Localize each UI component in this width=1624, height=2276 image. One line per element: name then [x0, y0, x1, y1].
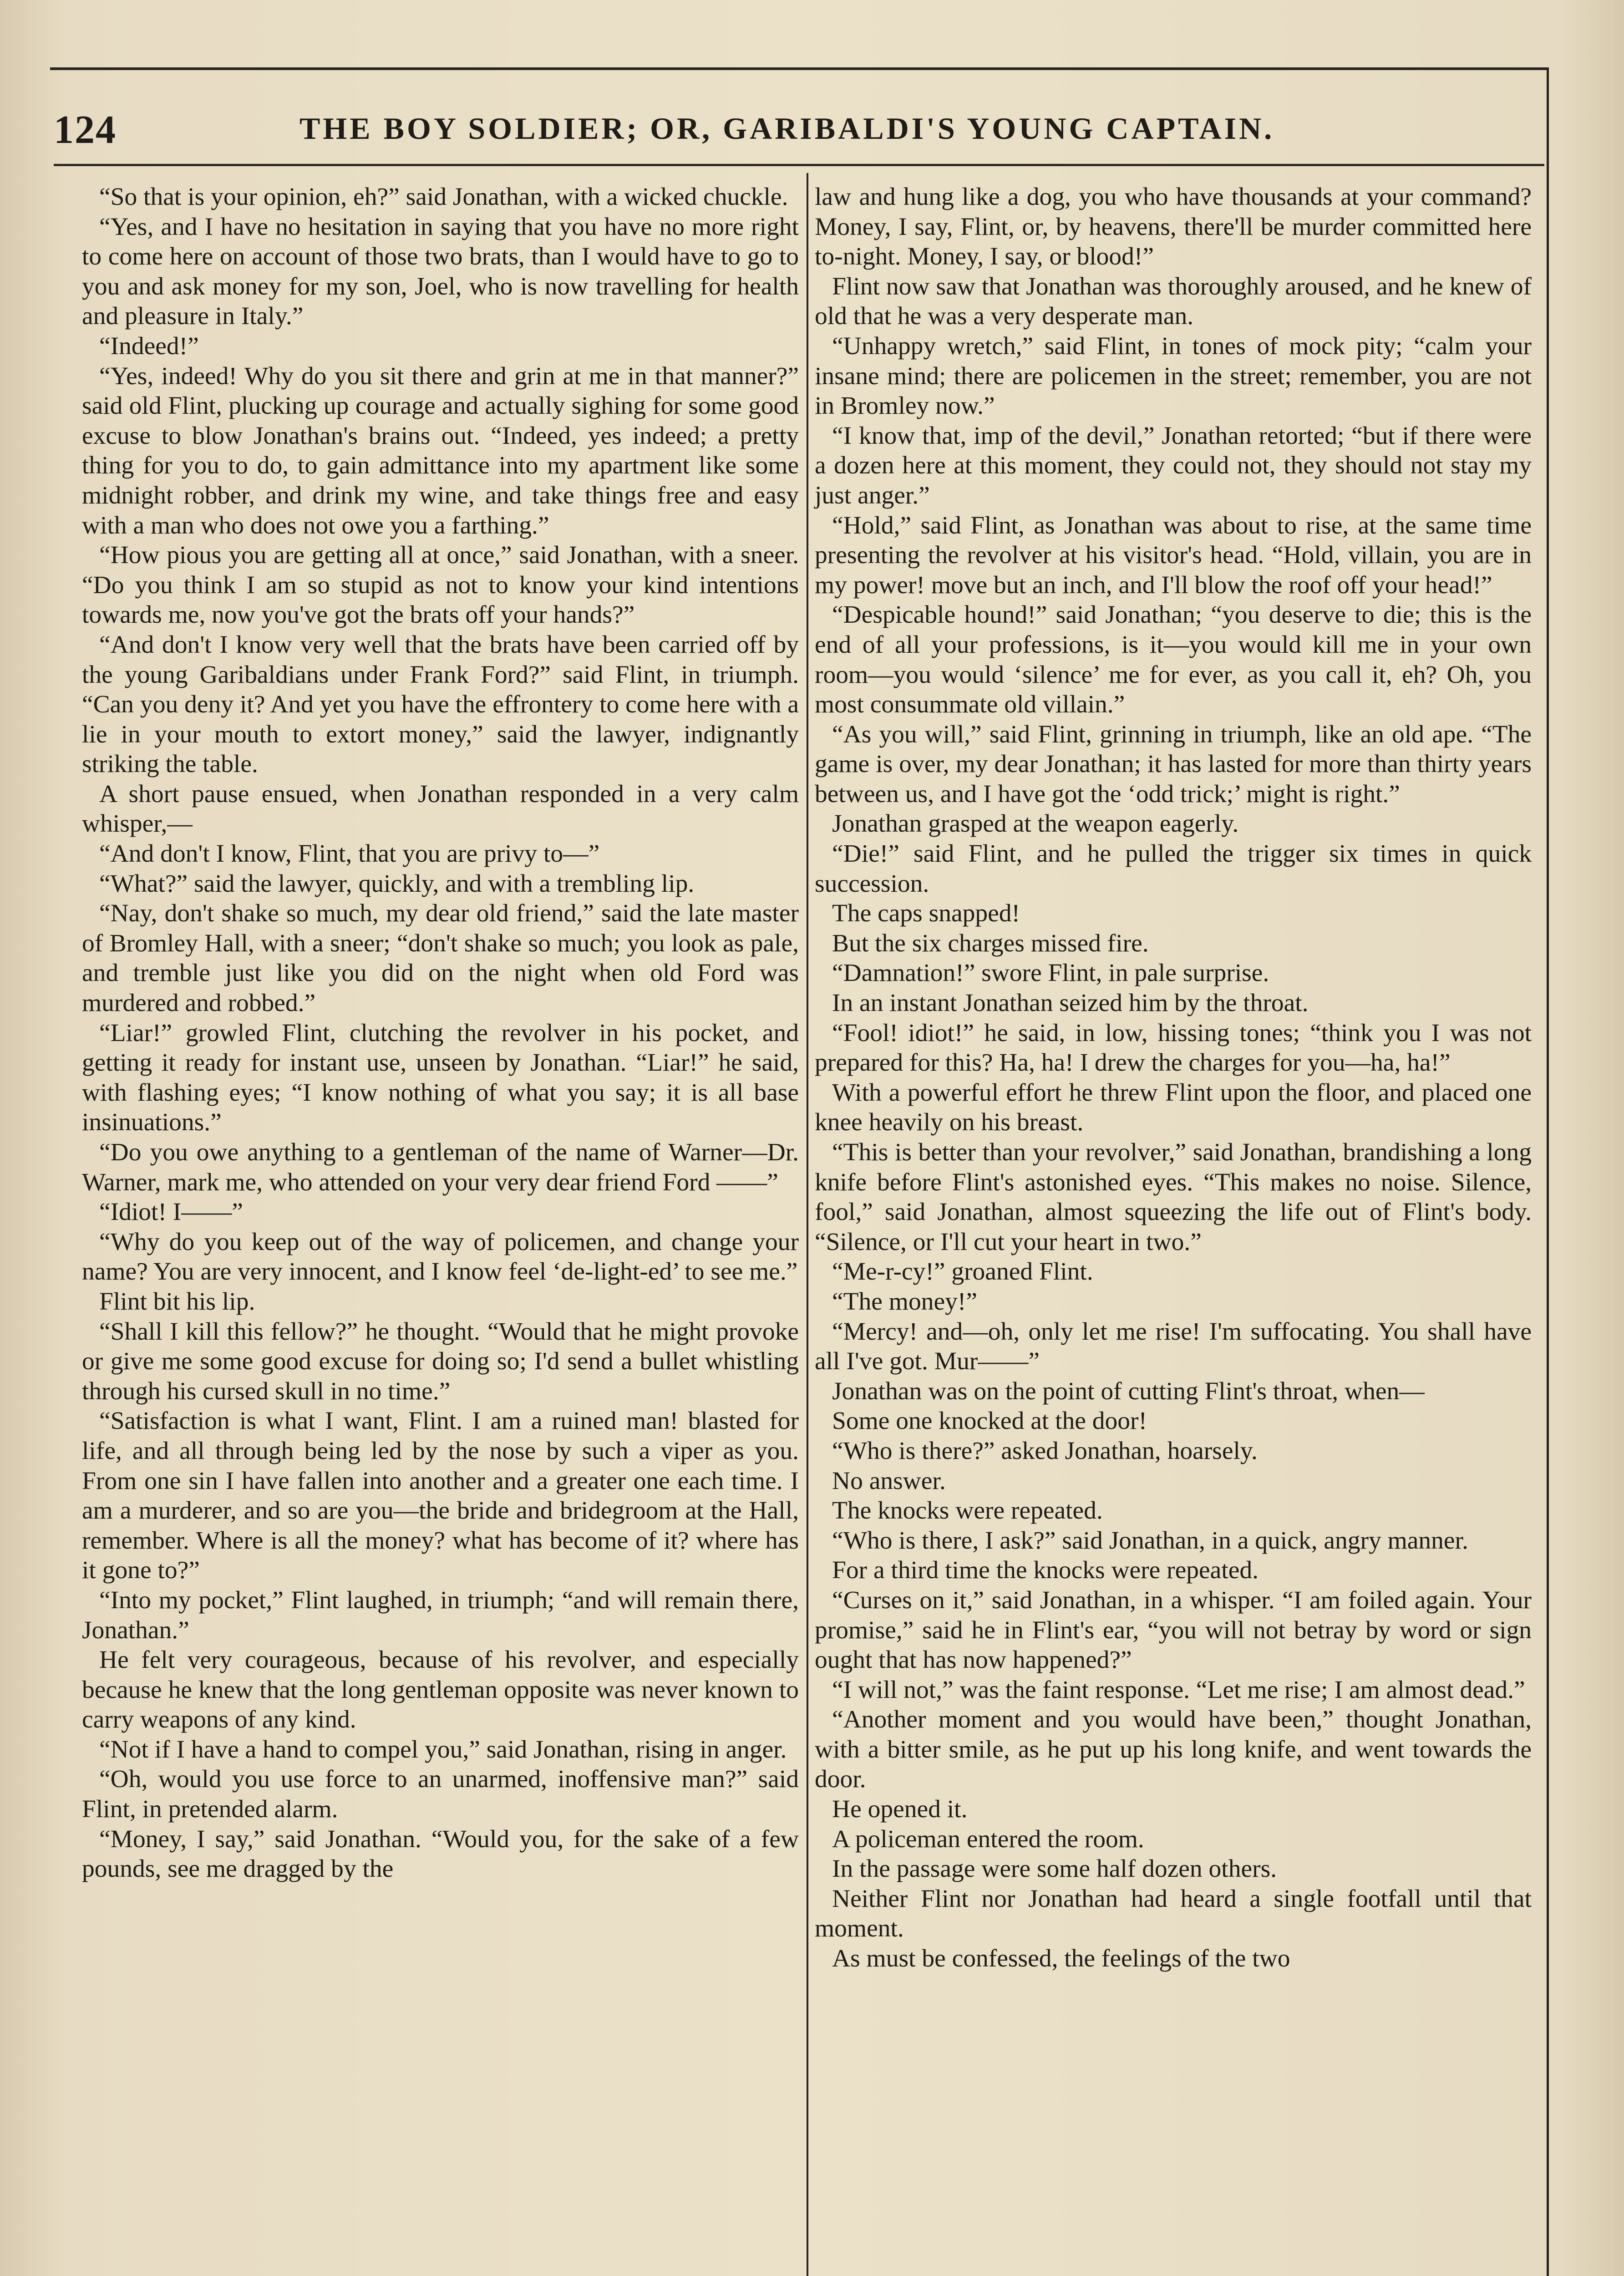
paragraph: “Oh, would you use force to an unarmed, inoffensive man?” said Flint, in pretended alarm.: [82, 1765, 799, 1824]
paragraph: A policeman entered the room.: [832, 1825, 1144, 1853]
paragraph: “The money!”: [832, 1287, 977, 1316]
paragraph: “Mercy! and—oh, only let me rise! I'm suffocating. You shall have all I've got. Mur——”: [815, 1317, 1532, 1376]
paragraph: “Damnation!” swore Flint, in pale surprise.: [832, 959, 1269, 987]
paragraph: In an instant Jonathan seized him by the throat.: [832, 989, 1309, 1017]
paragraph: “Money, I say,” said Jonathan. “Would you, for the sake of a few pounds, see me dragged by the: [82, 1825, 799, 1883]
paragraph: “Satisfaction is what I want, Flint. I am a ruined man! blasted for life, and all through being led by the nose by such a viper as you. From one sin I have fallen into another and a greater one each time. I am a murderer, and so are you—the bride and bridegroom at the Hall, remember. Where is all the money? what has become of it? where has it gone to?”: [82, 1407, 799, 1585]
running-title: THE BOY SOLDIER; OR, GARIBALDI'S YOUNG CAPTAIN.: [299, 111, 1275, 146]
column-divider: [807, 173, 808, 2276]
paragraph: “Unhappy wretch,” said Flint, in tones of mock pity; “calm your insane mind; there are policemen in the street; remember, you are not in Bromley now.”: [815, 332, 1532, 420]
right-border-rule: [1547, 67, 1549, 2276]
paragraph: He felt very courageous, because of his revolver, and especially because he knew that the long gentleman opposite was never known to carry weapons of any kind.: [82, 1646, 799, 1734]
paragraph: Neither Flint nor Jonathan had heard a single footfall until that moment.: [815, 1885, 1532, 1943]
paragraph: “Shall I kill this fellow?” he thought. “Would that he might provoke or give me some good excuse for doing so; I'd send a bullet whistling through his cursed skull in no time.”: [82, 1317, 799, 1405]
paragraph: “Die!” said Flint, and he pulled the trigger six times in quick succession.: [815, 840, 1532, 898]
paragraph: “Another moment and you would have been,” thought Jonathan, with a bitter smile, as he put up his long knife, and went towards the door.: [815, 1706, 1532, 1793]
paragraph: “Fool! idiot!” he said, in low, hissing tones; “think you I was not prepared for this? Ha, ha! I drew the charges for you—ha, ha!”: [815, 1019, 1532, 1077]
paragraph: “How pious you are getting all at once,” said Jonathan, with a sneer. “Do you think I am so stupid as not to know your kind intentions towards me, now you've got the brats off your hands?”: [82, 541, 799, 629]
right-column: [815, 182, 1532, 1974]
paragraph: “Yes, indeed! Why do you sit there and grin at me in that manner?” said old Flint, plucking up courage and actually sighing for some good excuse to blow Jonathan's brains out. “Indeed, yes indeed; a pretty thing for you to do, to gain admittance into my apartment like some midnight robber, and drink my wine, and take things free and easy with a man who does not owe you a farthing.”: [82, 362, 799, 539]
paragraph: “As you will,” said Flint, grinning in triumph, like an old ape. “The game is over, my dear Jonathan; it has lasted for more than thirty years between us, and I have got the ‘odd trick;’ might is right.”: [815, 720, 1532, 808]
paragraph: Jonathan was on the point of cutting Flint's throat, when—: [832, 1377, 1425, 1405]
paragraph: Flint now saw that Jonathan was thoroughly aroused, and he knew of old that he was a very desperate man.: [815, 272, 1532, 330]
paragraph: “And don't I know, Flint, that you are privy to—”: [99, 840, 600, 868]
paragraph: He opened it.: [832, 1795, 968, 1824]
paragraph: The knocks were repeated.: [832, 1497, 1103, 1525]
page-header: [54, 98, 1528, 166]
paragraph: “I will not,” was the faint response. “Let me rise; I am almost dead.”: [832, 1676, 1525, 1704]
paragraph: With a powerful effort he threw Flint upon the floor, and placed one knee heavily on his breast.: [815, 1078, 1532, 1137]
paragraph: In the passage were some half dozen others.: [832, 1855, 1277, 1883]
paragraph: “I know that, imp of the devil,” Jonathan retorted; “but if there were a dozen here at this moment, they could not, they should not stay my just anger.”: [815, 422, 1532, 509]
paragraph: As must be confessed, the feelings of the two: [832, 1945, 1290, 1973]
paragraph: “Curses on it,” said Jonathan, in a whisper. “I am foiled again. Your promise,” said he in Flint's ear, “you will not betray by word or sign ought that has now happened?”: [815, 1586, 1532, 1674]
page-number: 124: [54, 108, 117, 152]
paragraph: Some one knocked at the door!: [832, 1407, 1147, 1435]
paragraph: Flint bit his lip.: [99, 1287, 255, 1316]
paragraph: “Hold,” said Flint, as Jonathan was about to rise, at the same time presenting the revolver at his visitor's head. “Hold, villain, you are in my power! move but an inch, and I'll blow the roof off your head!”: [815, 511, 1532, 599]
paragraph: “What?” said the lawyer, quickly, and with a trembling lip.: [99, 869, 695, 898]
paragraph: law and hung like a dog, you who have thousands at your command? Money, I say, Flint, or, by heavens, there'll be murder committed here to-night. Money, I say, or blood!”: [815, 183, 1532, 271]
paragraph: A short pause ensued, when Jonathan responded in a very calm whisper,—: [82, 780, 799, 838]
paragraph: But the six charges missed fire.: [832, 929, 1149, 957]
paragraph: “Into my pocket,” Flint laughed, in triumph; “and will remain there, Jonathan.”: [82, 1586, 799, 1644]
paragraph: The caps snapped!: [832, 899, 1020, 928]
paragraph: “Yes, and I have no hesitation in saying that you have no more right to come here on account of those two brats, than I would have to go to you and ask money for my son, Joel, who is now travelling for health and pleasure in Italy.”: [82, 213, 799, 330]
paragraph: “And don't I know very well that the brats have been carried off by the young Garibaldians under Frank Ford?” said Flint, in triumph. “Can you deny it? And yet you have the effrontery to come here with a lie in your mouth to extort money,” said the lawyer, indignantly striking the table.: [82, 630, 799, 778]
paragraph: “Despicable hound!” said Jonathan; “you deserve to die; this is the end of all your professions, is it—you would kill me in your own room—you would ‘silence’ me for ever, as you call it, eh? Oh, you most consummate old villain.”: [815, 601, 1532, 719]
paragraph: Jonathan grasped at the weapon eagerly.: [832, 810, 1239, 838]
paragraph: “Who is there, I ask?” said Jonathan, in a quick, angry manner.: [832, 1526, 1468, 1555]
top-border-rule: [50, 67, 1549, 70]
paragraph: “Me-r-cy!” groaned Flint.: [832, 1258, 1093, 1286]
paragraph: “So that is your opinion, eh?” said Jonathan, with a wicked chuckle.: [99, 183, 788, 211]
paragraph: “Do you owe anything to a gentleman of the name of Warner—Dr. Warner, mark me, who attended on your very dear friend Ford ——”: [82, 1138, 799, 1196]
header-rule: [54, 164, 1544, 166]
paragraph: “Indeed!”: [99, 332, 199, 360]
paragraph: “Why do you keep out of the way of policemen, and change your name? You are very innocent, and I know feel ‘de-light-ed’ to see me.”: [82, 1228, 799, 1286]
paragraph: For a third time the knocks were repeated.: [832, 1556, 1259, 1585]
paragraph: “Nay, don't shake so much, my dear old friend,” said the late master of Bromley Hall, with a sneer; “don't shake so much; you look as pale, and tremble just like you did on the night when old Ford was murdered and robbed.”: [82, 899, 799, 1017]
paragraph: “This is better than your revolver,” said Jonathan, brandishing a long knife before Flint's astonished eyes. “This makes no noise. Silence, fool,” said Jonathan, almost squeezing the life out of Flint's body. “Silence, or I'll cut your heart in two.”: [815, 1138, 1532, 1256]
paragraph: “Idiot! I——”: [99, 1198, 243, 1226]
paragraph: “Not if I have a hand to compel you,” said Jonathan, rising in anger.: [99, 1735, 787, 1763]
paragraph: “Liar!” growled Flint, clutching the revolver in his pocket, and getting it ready for instant use, unseen by Jonathan. “Liar!” he said, with flashing eyes; “I know nothing of what you say; it is all base insinuations.”: [82, 1019, 799, 1137]
left-column: [82, 182, 799, 1884]
paragraph: “Who is there?” asked Jonathan, hoarsely.: [832, 1437, 1258, 1465]
paragraph: No answer.: [832, 1467, 946, 1495]
